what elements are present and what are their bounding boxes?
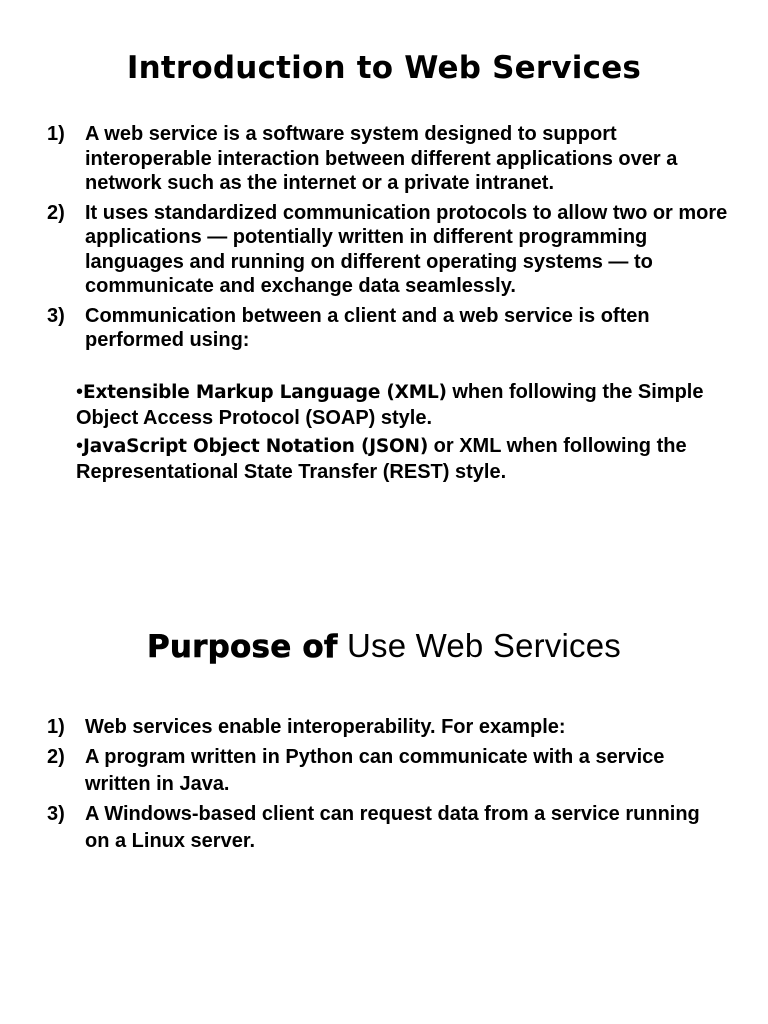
- list-item-number: 3): [47, 304, 65, 327]
- list-item: [0, 744, 748, 798]
- list-item: [0, 201, 748, 299]
- list-item-number: 1): [47, 716, 65, 738]
- list-item-text: A Windows-based client can request data from a service running on a Linux server.: [85, 803, 700, 852]
- list-item: [0, 122, 748, 196]
- list-item-number: 3): [47, 803, 65, 825]
- list-item-text: It uses standardized communication protocols to allow two or more applications — potentially written in different programming languages and running on different operating systems — to communicate and exchange data seamlessly.: [85, 201, 728, 297]
- section-title-introduction: Introduction to Web Services: [126, 50, 642, 86]
- introduction-list: [0, 122, 748, 358]
- list-item-number: 2): [47, 746, 65, 768]
- purpose-list: [0, 714, 748, 858]
- list-item: [0, 304, 748, 353]
- list-item-number: 1): [47, 123, 65, 145]
- bullet-item-json: [76, 434, 748, 484]
- list-item-text: Web services enable interoperability. For example:: [85, 716, 566, 738]
- list-item-text: A program written in Python can communicate with a service written in Java.: [85, 746, 665, 795]
- list-item: [0, 801, 748, 855]
- bullet-term: Extensible Markup Language (XML): [83, 382, 447, 403]
- section-title-purpose: [0, 627, 768, 665]
- bullet-dot: •: [76, 381, 84, 403]
- list-item: [0, 714, 748, 741]
- list-item-text: Communication between a client and a web service is often performed using:: [85, 304, 650, 351]
- bullet-item-xml: [76, 380, 748, 430]
- list-item-number: 2): [47, 201, 65, 224]
- bullet-text: or XML when following the Representational State Transfer (REST) style.: [76, 435, 687, 483]
- bullet-dot: •: [76, 435, 84, 457]
- list-item-text: A web service is a software system designed to support interoperable interaction between different applications over a network such as the internet or a private intranet.: [85, 123, 678, 194]
- title-part-use-web-services: Use Web Services: [337, 627, 621, 664]
- bullet-text: when following the Simple Object Access Protocol (SOAP) style.: [76, 381, 704, 429]
- bullet-term: JavaScript Object Notation (JSON): [83, 436, 429, 457]
- title-part-purpose-of: Purpose of: [146, 629, 338, 665]
